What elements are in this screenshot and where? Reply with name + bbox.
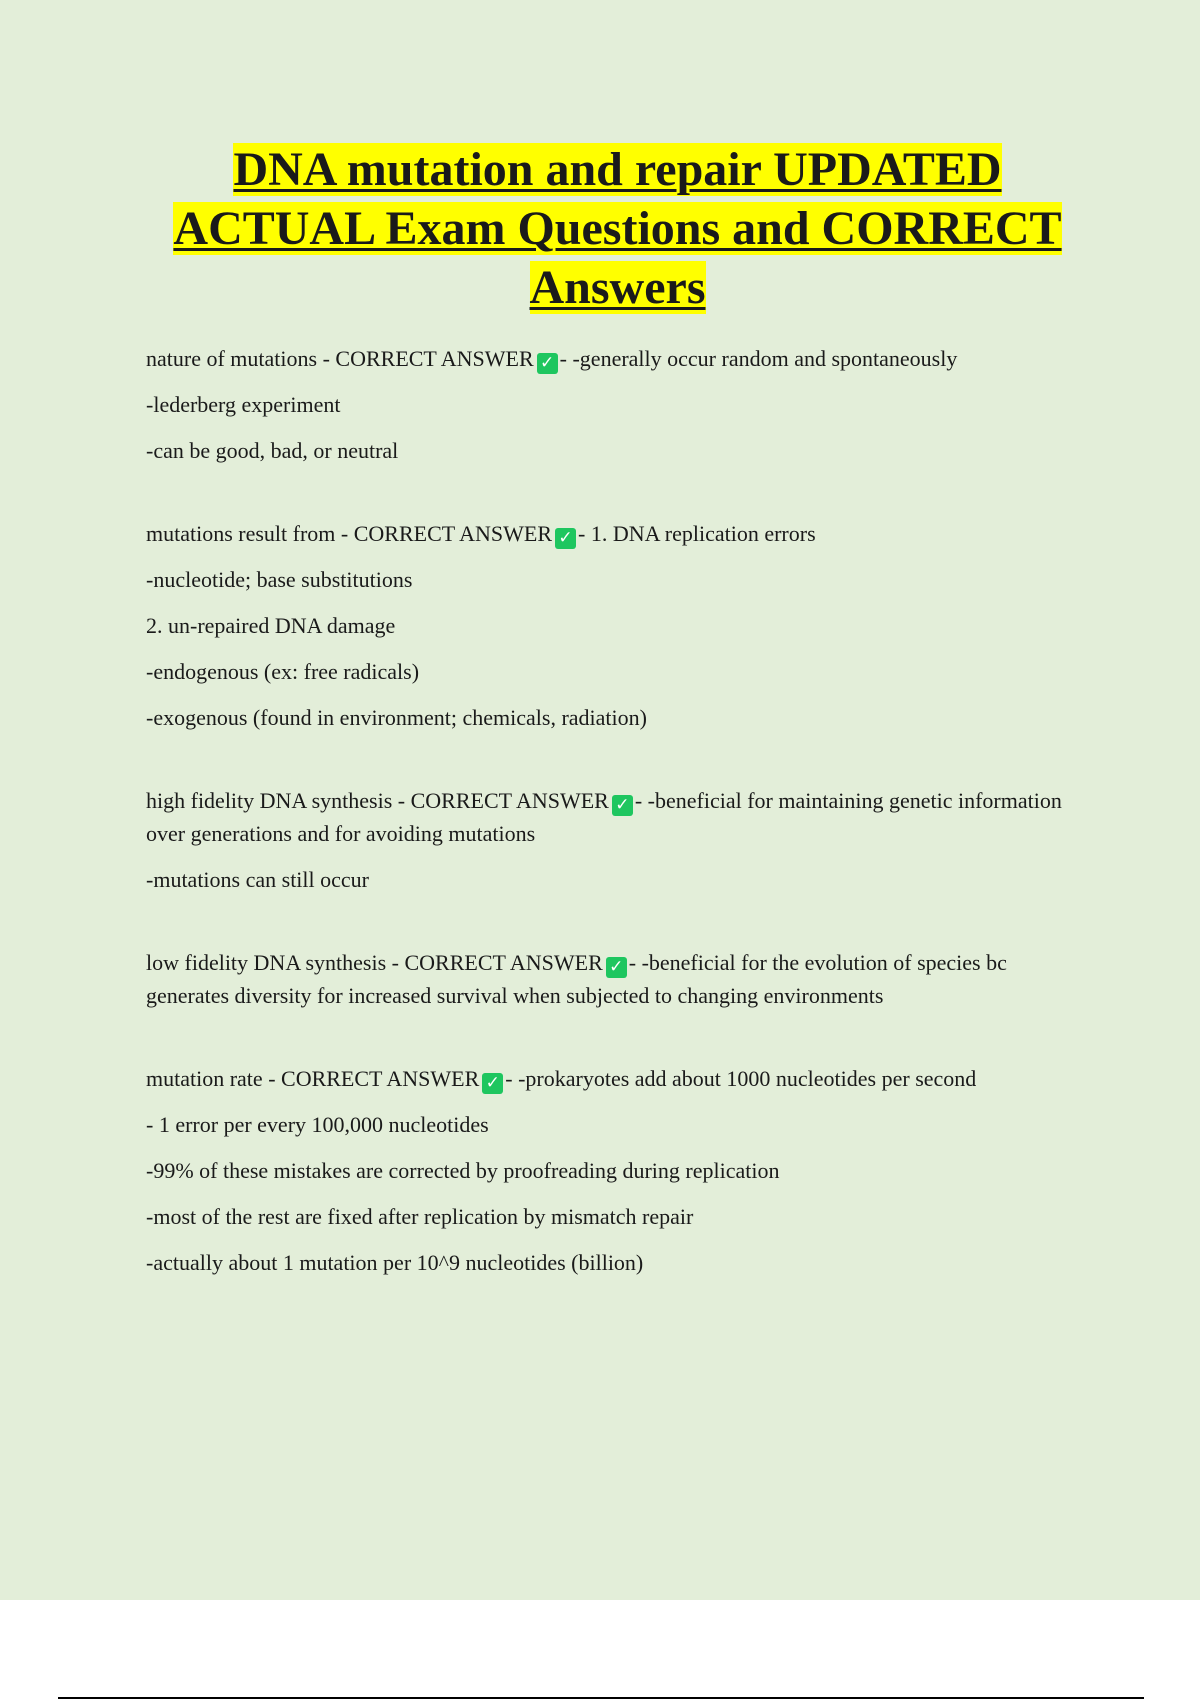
qa-answer-line: -exogenous (found in environment; chemicals, radiation): [146, 705, 647, 730]
qa-term: mutation rate: [146, 1066, 263, 1091]
qa-list: [146, 342, 1076, 1329]
qa-item: [146, 784, 1076, 896]
title-line: DNA mutation and repair UPDATED: [233, 143, 1002, 196]
qa-question-line: high fidelity DNA synthesis - CORRECT ANSWER ✓ - -beneficial for maintaining genetic information over generations and for avoiding mutations: [146, 788, 1062, 846]
qa-question-line: low fidelity DNA synthesis - CORRECT ANSWER ✓ - -beneficial for the evolution of species bc generates diversity for increased survival when subjected to changing environments: [146, 950, 1007, 1008]
title-line: ACTUAL Exam Questions and CORRECT: [173, 202, 1062, 255]
correct-answer-label: CORRECT ANSWER: [404, 950, 603, 975]
qa-item: [146, 1062, 1076, 1279]
check-mark-icon: ✓: [612, 795, 633, 816]
qa-answer-first: - -beneficial for the evolution of species bc generates diversity for increased survival when subjected to changing environments: [146, 950, 1007, 1008]
qa-item: [146, 946, 1076, 1012]
correct-answer-label: CORRECT ANSWER: [353, 521, 552, 546]
qa-item: [146, 342, 1076, 467]
title-block: [100, 140, 1135, 317]
qa-answer-first: - -beneficial for maintaining genetic information over generations and for avoiding mutations: [146, 788, 1062, 846]
qa-answer-line: -actually about 1 mutation per 10^9 nucleotides (billion): [146, 1250, 644, 1275]
qa-answer-line: -can be good, bad, or neutral: [146, 438, 399, 463]
check-mark-icon: ✓: [482, 1073, 503, 1094]
qa-question-line: mutations result from - CORRECT ANSWER ✓ - 1. DNA replication errors: [146, 521, 816, 548]
footer-divider: [58, 1697, 1144, 1699]
qa-question-line: nature of mutations - CORRECT ANSWER ✓ - -generally occur random and spontaneously: [146, 346, 958, 373]
qa-term: nature of mutations: [146, 346, 318, 371]
qa-term: low fidelity DNA synthesis: [146, 950, 387, 975]
qa-term: mutations result from: [146, 521, 336, 546]
qa-question-line: mutation rate - CORRECT ANSWER ✓ - -prokaryotes add about 1000 nucleotides per second: [146, 1066, 977, 1093]
check-mark-icon: ✓: [537, 353, 558, 374]
qa-answer-line: -endogenous (ex: free radicals): [146, 659, 420, 684]
qa-answer-line: -mutations can still occur: [146, 867, 369, 892]
page-title: [100, 140, 1135, 317]
check-mark-icon: ✓: [606, 957, 627, 978]
correct-answer-label: CORRECT ANSWER: [410, 788, 609, 813]
qa-answer-line: -most of the rest are fixed after replication by mismatch repair: [146, 1204, 694, 1229]
qa-answer-first: - -generally occur random and spontaneously: [559, 346, 958, 371]
correct-answer-label: CORRECT ANSWER: [335, 346, 534, 371]
qa-answer-first: - -prokaryotes add about 1000 nucleotides per second: [505, 1066, 977, 1091]
qa-answer-line: - 1 error per every 100,000 nucleotides: [146, 1112, 489, 1137]
qa-item: [146, 517, 1076, 734]
qa-answer-line: 2. un-repaired DNA damage: [146, 613, 396, 638]
title-line: Answers: [529, 261, 706, 314]
check-mark-icon: ✓: [555, 528, 576, 549]
correct-answer-label: CORRECT ANSWER: [281, 1066, 480, 1091]
qa-answer-line: -nucleotide; base substitutions: [146, 567, 413, 592]
qa-answer-line: -lederberg experiment: [146, 392, 341, 417]
qa-answer-first: - 1. DNA replication errors: [578, 521, 816, 546]
qa-answer-line: -99% of these mistakes are corrected by proofreading during replication: [146, 1158, 780, 1183]
qa-term: high fidelity DNA synthesis: [146, 788, 393, 813]
